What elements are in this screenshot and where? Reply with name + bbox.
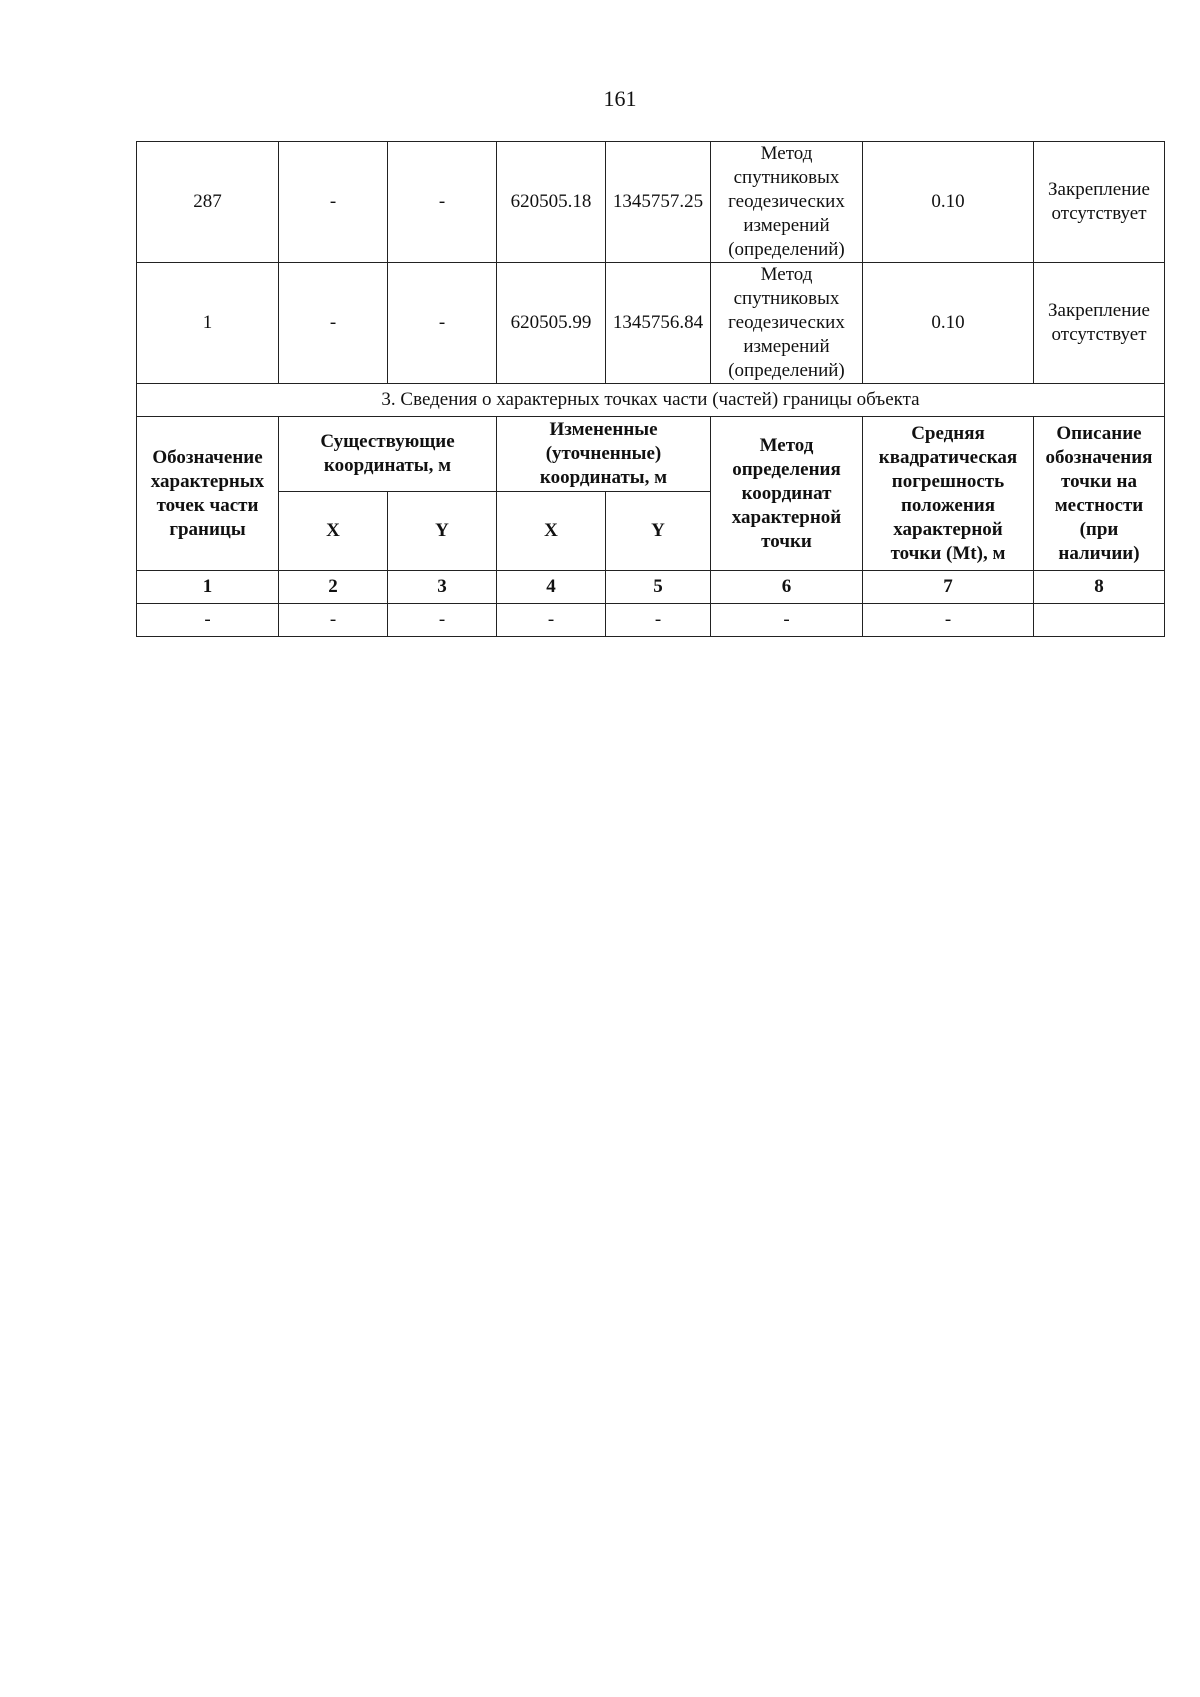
empty-cell: - xyxy=(279,604,388,637)
column-number: 3 xyxy=(388,571,497,604)
table-row xyxy=(137,263,1165,384)
x-existing: - xyxy=(279,263,388,384)
method-cell: Метод спутниковых геодезических измерений (определений) xyxy=(711,142,863,263)
table-row xyxy=(137,604,1165,637)
header-x-changed: X xyxy=(497,492,606,571)
empty-cell: - xyxy=(863,604,1034,637)
y-existing: - xyxy=(388,263,497,384)
column-numbers-row xyxy=(137,571,1165,604)
x-new: 620505.18 xyxy=(497,142,606,263)
point-id: 287 xyxy=(137,142,279,263)
section-heading-row xyxy=(137,384,1165,417)
header-point-designation: Обозначение характерных точек части границы xyxy=(137,417,279,571)
mt-value: 0.10 xyxy=(863,263,1034,384)
column-number: 2 xyxy=(279,571,388,604)
column-number: 5 xyxy=(606,571,711,604)
header-x-existing: X xyxy=(279,492,388,571)
column-number: 7 xyxy=(863,571,1034,604)
empty-cell: - xyxy=(137,604,279,637)
empty-cell: - xyxy=(497,604,606,637)
section-title: 3. Сведения о характерных точках части (частей) границы объекта xyxy=(137,384,1165,417)
point-id: 1 xyxy=(137,263,279,384)
column-number: 8 xyxy=(1034,571,1165,604)
empty-cell: - xyxy=(711,604,863,637)
empty-cell xyxy=(1034,604,1165,637)
empty-cell: - xyxy=(606,604,711,637)
description-cell: Закрепление отсутствует xyxy=(1034,142,1165,263)
header-row xyxy=(137,417,1165,492)
column-number: 6 xyxy=(711,571,863,604)
header-existing-coords: Существующие координаты, м xyxy=(279,417,497,492)
y-new: 1345757.25 xyxy=(606,142,711,263)
y-new: 1345756.84 xyxy=(606,263,711,384)
header-y-existing: Y xyxy=(388,492,497,571)
mt-value: 0.10 xyxy=(863,142,1034,263)
column-number: 4 xyxy=(497,571,606,604)
x-existing: - xyxy=(279,142,388,263)
empty-cell: - xyxy=(388,604,497,637)
y-existing: - xyxy=(388,142,497,263)
header-y-changed: Y xyxy=(606,492,711,571)
description-cell: Закрепление отсутствует xyxy=(1034,263,1165,384)
header-changed-coords: Измененные (уточненные) координаты, м xyxy=(497,417,711,492)
x-new: 620505.99 xyxy=(497,263,606,384)
header-method: Метод определения координат характерной точки xyxy=(711,417,863,571)
header-description: Описание обозначения точки на местности (при наличии) xyxy=(1034,417,1165,571)
table-row xyxy=(137,142,1165,263)
boundary-points-table xyxy=(136,141,1165,637)
page-number: 161 xyxy=(603,86,637,111)
method-cell: Метод спутниковых геодезических измерений (определений) xyxy=(711,263,863,384)
column-number: 1 xyxy=(137,571,279,604)
header-mt: Средняя квадратическая погрешность положения характерной точки (Mt), м xyxy=(863,417,1034,571)
